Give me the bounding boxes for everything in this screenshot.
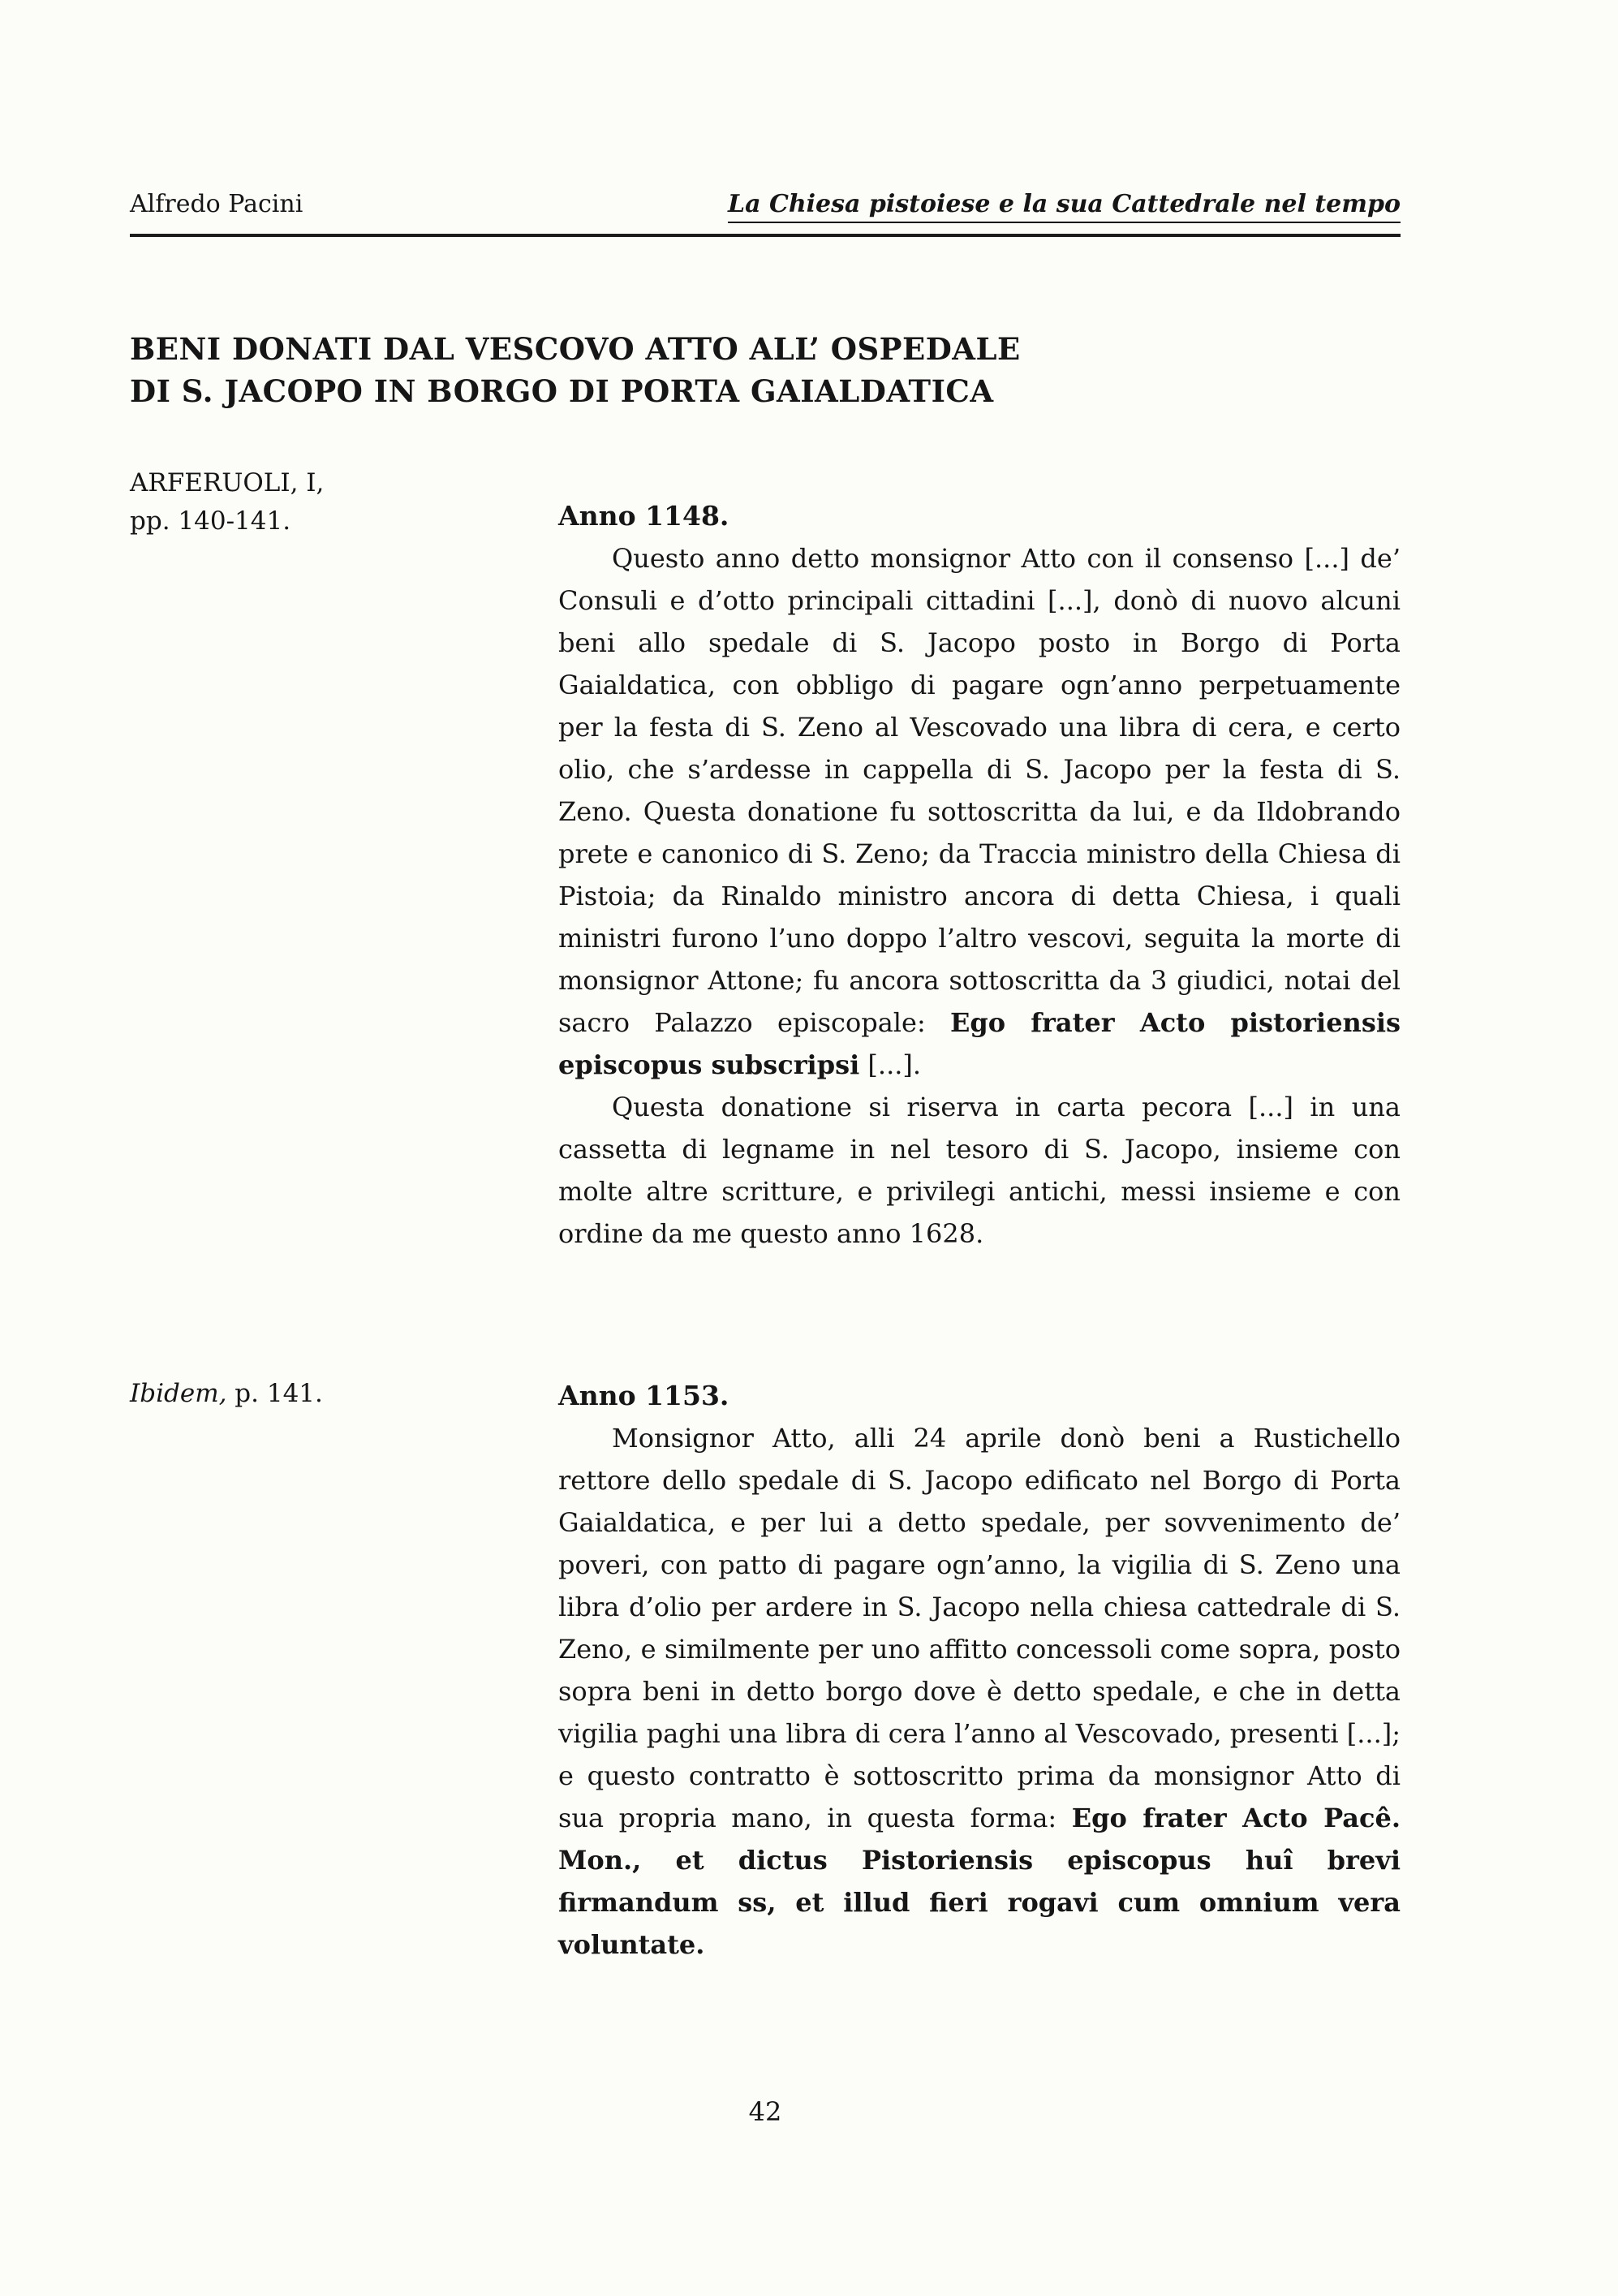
margin-note-source-1 xyxy=(130,464,558,541)
running-header xyxy=(130,188,1401,234)
source-reference-page: p. 141. xyxy=(226,1379,323,1408)
paragraph-bold-latin-quote: Ego frater Acto pistoriensis episcopus subscripsi xyxy=(558,1007,1401,1080)
page-footer xyxy=(130,2094,1401,2130)
entry-heading-anno-1148: Anno 1148. xyxy=(558,500,729,532)
source-reference-line-1: ARFERUOLI, I, xyxy=(130,468,325,498)
header-rule xyxy=(130,234,1401,237)
entry-anno-1153 xyxy=(130,1375,1401,1966)
document-title xyxy=(130,328,1401,412)
entry-paragraph-1 xyxy=(558,1417,1401,1966)
document-title-line-1: BENI DONATI DAL VESCOVO ATTO ALL’ OSPEDALE xyxy=(130,331,1021,367)
document-title-line-2: DI S. JACOPO IN BORGO DI PORTA GAIALDATICA xyxy=(130,373,994,409)
entry-anno-1148 xyxy=(130,464,1401,1255)
source-reference-line xyxy=(130,1375,558,1413)
paragraph-bold-latin-quote: Ego frater Acto Pacê. Mon., et dictus Pistoriensis episcopus huî brevi firmandum ss, et illud fieri rogavi cum omnium vera voluntate. xyxy=(558,1803,1401,1960)
entry-paragraph-2: Questa donatione si riserva in carta pecora [...] in una cassetta di legname in nel tesoro di S. Jacopo, insieme con molte altre scritture, e privilegi antichi, messi insieme e con ordine da me questo anno 1628. xyxy=(558,1092,1401,1249)
paragraph-text: Monsignor Atto, alli 24 aprile donò beni a Rustichello rettore dello spedale di S. Jacopo edificato nel Borgo di Porta Gaialdatica, e per lui a detto spedale, per sovvenimento de’ poveri, con patto di pagare ogn’anno, la vigilia di S. Zeno una libra d’olio per ardere in S. Jacopo nella chiesa cattedrale di S. Zeno, e similmente per uno affitto concessoli come sopra, posto sopra beni in detto borgo dove è detto spedale, e che in detta vigilia paghi una libra di cera l’anno al Vescovado, presenti [...]; e questo contratto è sottoscritto prima da monsignor Atto di sua propria mano, in questa forma: xyxy=(558,1423,1401,1833)
entry-heading-anno-1153: Anno 1153. xyxy=(558,1380,729,1411)
running-header-book-title: La Chiesa pistoiese e la sua Cattedrale nel tempo xyxy=(727,190,1401,218)
source-reference-line-2: pp. 140-141. xyxy=(130,506,291,536)
running-header-author: Alfredo Pacini xyxy=(130,190,303,218)
entry-paragraph-1 xyxy=(558,537,1401,1086)
entry-body-1153 xyxy=(558,1375,1401,1966)
paragraph-text: Questo anno detto monsignor Atto con il consenso [...] de’ Consuli e d’otto principali cittadini [...], donò di nuovo alcuni beni allo spedale di S. Jacopo posto in Borgo di Porta Gaialdatica, con obbligo di pagare ogn’anno perpetuamente per la festa di S. Zeno al Vescovado una libra di cera, e certo olio, che s’ardesse in cappella di S. Jacopo per la festa di S. Zeno. Questa donatione fu sottoscritta da lui, e da Ildobrando prete e canonico di S. Zeno; da Traccia ministro della Chiesa di Pistoia; da Rinaldo ministro ancora di detta Chiesa, i quali ministri furono l’uno doppo l’altro vescovi, seguita la morte di monsignor Attone; fu ancora sottoscritta da 3 giudici, notai del sacro Palazzo episcopale: xyxy=(558,543,1401,1038)
margin-note-source-2 xyxy=(130,1375,558,1413)
page-number: 42 xyxy=(748,2096,782,2127)
source-reference-ibidem: Ibidem, xyxy=(130,1379,227,1408)
paragraph-text-tail: [...]. xyxy=(859,1049,922,1080)
entry-body-1148 xyxy=(558,464,1401,1255)
